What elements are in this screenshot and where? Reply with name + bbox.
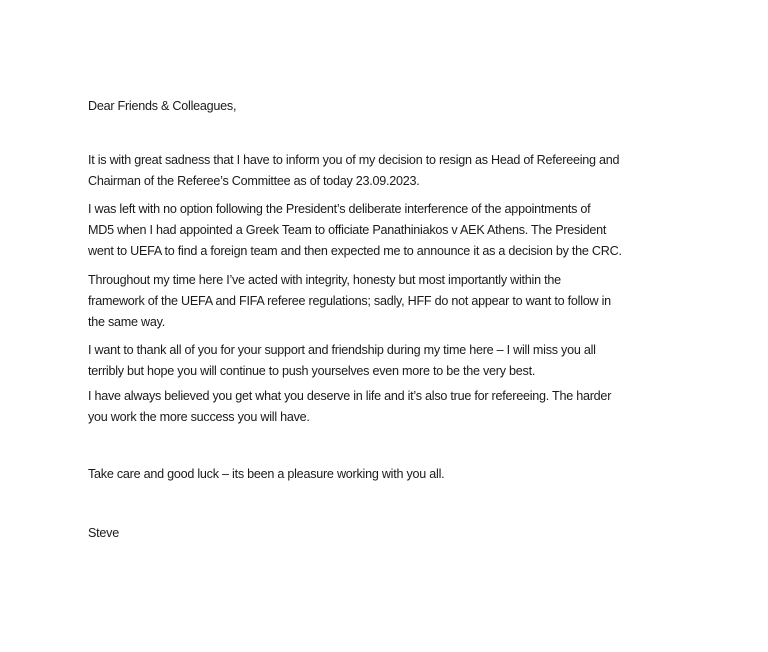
- closing-line: Take care and good luck – its been a pleasure working with you all.: [88, 467, 445, 481]
- text-line: I have always believed you get what you deserve in life and it’s also true for refereeing. The harder: [88, 389, 612, 403]
- text-line: framework of the UEFA and FIFA referee regulations; sadly, HFF do not appear to want to follow in: [88, 294, 611, 308]
- text-line: It is with great sadness that I have to inform you of my decision to resign as Head of Refereeing and: [88, 153, 620, 167]
- text-line: MD5 when I had appointed a Greek Team to officiate Panathiniakos v AEK Athens. The President: [88, 223, 607, 237]
- text-line: you work the more success you will have.: [88, 410, 310, 424]
- greeting: Dear Friends & Colleagues,: [88, 99, 237, 113]
- text-line: terribly but hope you will continue to push yourselves even more to be the very best.: [88, 364, 536, 378]
- text-line: the same way.: [88, 315, 166, 329]
- text-line: I want to thank all of you for your support and friendship during my time here – I will miss you all: [88, 343, 596, 357]
- signature: Steve: [88, 526, 119, 540]
- text-line: I was left with no option following the President’s deliberate interference of the appointments of: [88, 202, 591, 216]
- text-line: Throughout my time here I’ve acted with integrity, honesty but most importantly within the: [88, 273, 561, 287]
- text-line: went to UEFA to find a foreign team and then expected me to announce it as a decision by the CRC.: [88, 244, 622, 258]
- text-line: Chairman of the Referee’s Committee as of today 23.09.2023.: [88, 174, 420, 188]
